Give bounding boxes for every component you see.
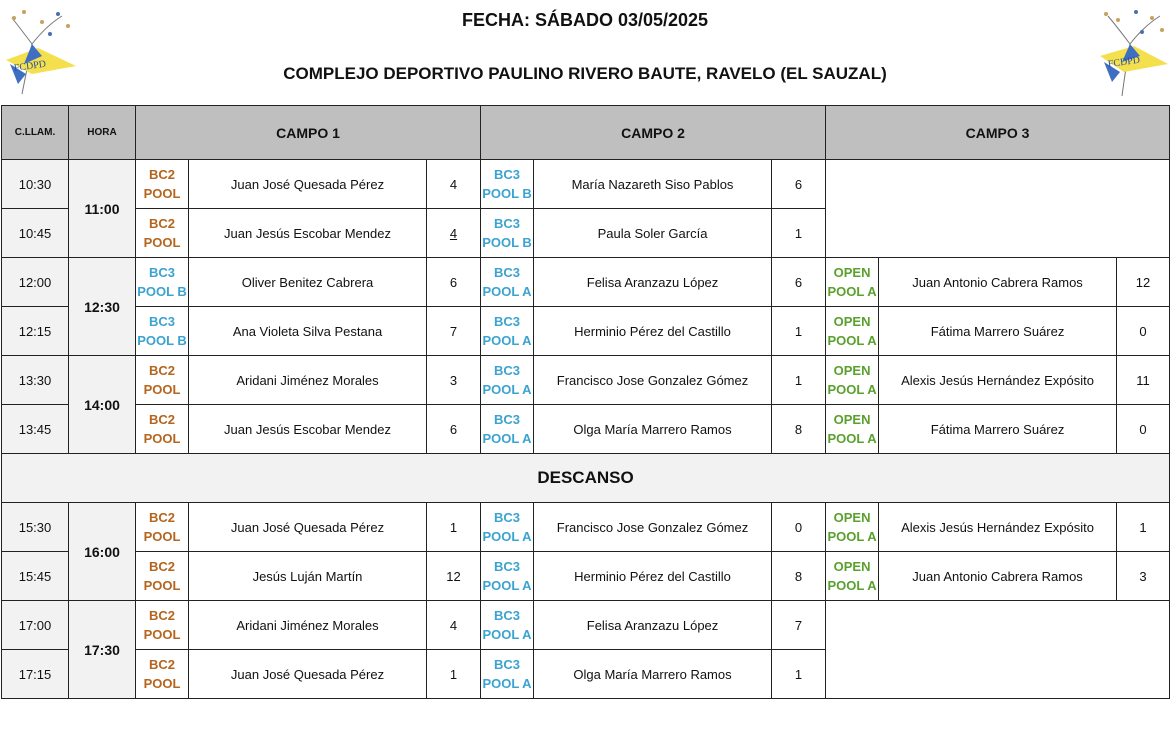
- player-name: Juan José Quesada Pérez: [189, 160, 427, 209]
- call-time: 17:00: [2, 601, 69, 650]
- table-row: [2, 258, 1170, 307]
- category-label: BC3 POOL B: [481, 209, 534, 258]
- player-name: Aridani Jiménez Morales: [189, 601, 427, 650]
- col-header-llam: C.LLAM.: [2, 106, 69, 160]
- score: 1: [772, 650, 826, 699]
- player-name: María Nazareth Siso Pablos: [534, 160, 772, 209]
- score: 8: [772, 552, 826, 601]
- player-name: Felisa Aranzazu López: [534, 601, 772, 650]
- player-name: Francisco Jose Gonzalez Gómez: [534, 503, 772, 552]
- table-row: [2, 405, 1170, 454]
- match-time: 17:30: [69, 601, 136, 699]
- category-label: OPEN POOL A: [826, 307, 879, 356]
- player-name: Herminio Pérez del Castillo: [534, 552, 772, 601]
- table-row: [2, 307, 1170, 356]
- call-time: 12:15: [2, 307, 69, 356]
- score: 1: [427, 650, 481, 699]
- table-header-row: [2, 106, 1170, 160]
- score: 1: [772, 356, 826, 405]
- call-time: 13:30: [2, 356, 69, 405]
- date-title: FECHA: SÁBADO 03/05/2025: [461, 10, 709, 30]
- category-label: OPEN POOL A: [826, 503, 879, 552]
- category-label: BC3 POOL A: [481, 307, 534, 356]
- call-time: 12:00: [2, 258, 69, 307]
- match-time: 16:00: [69, 503, 136, 601]
- score: 3: [1117, 552, 1170, 601]
- category-label: OPEN POOL A: [826, 356, 879, 405]
- score: 12: [1117, 258, 1170, 307]
- call-time: 10:30: [2, 160, 69, 209]
- schedule-table: [1, 105, 1170, 699]
- category-label: BC3 POOL B: [136, 307, 189, 356]
- table-row: [2, 552, 1170, 601]
- call-time: 17:15: [2, 650, 69, 699]
- score: 1: [772, 209, 826, 258]
- category-label: OPEN POOL A: [826, 552, 879, 601]
- category-label: BC2 POOL: [136, 160, 189, 209]
- score: 4: [427, 601, 481, 650]
- player-name: Paula Soler García: [534, 209, 772, 258]
- col-header-hora: HORA: [69, 106, 136, 160]
- match-time: 12:30: [69, 258, 136, 356]
- player-name: Herminio Pérez del Castillo: [534, 307, 772, 356]
- category-label: BC3 POOL A: [481, 356, 534, 405]
- score: 3: [427, 356, 481, 405]
- empty-campo3-cell: [826, 160, 1170, 258]
- player-name: Juan Antonio Cabrera Ramos: [879, 258, 1117, 307]
- table-row: [2, 160, 1170, 209]
- svg-text:FCDPD: FCDPD: [1107, 54, 1141, 71]
- player-name: Alexis Jesús Hernández Expósito: [879, 503, 1117, 552]
- player-name: Felisa Aranzazu López: [534, 258, 772, 307]
- player-name: Oliver Benitez Cabrera: [189, 258, 427, 307]
- player-name: Aridani Jiménez Morales: [189, 356, 427, 405]
- category-label: BC2 POOL: [136, 552, 189, 601]
- score: 1: [427, 503, 481, 552]
- table-row: [2, 503, 1170, 552]
- score: 11: [1117, 356, 1170, 405]
- table-row: [2, 601, 1170, 650]
- player-name: Juan José Quesada Pérez: [189, 650, 427, 699]
- call-time: 10:45: [2, 209, 69, 258]
- table-row: [2, 356, 1170, 405]
- player-name: Olga María Marrero Ramos: [534, 650, 772, 699]
- category-label: BC3 POOL B: [136, 258, 189, 307]
- score: 12: [427, 552, 481, 601]
- match-time: 11:00: [69, 160, 136, 258]
- col-header-campo3: CAMPO 3: [826, 106, 1170, 160]
- col-header-campo2: CAMPO 2: [481, 106, 826, 160]
- score: 4: [427, 209, 481, 258]
- score: 6: [427, 405, 481, 454]
- category-label: BC2 POOL: [136, 601, 189, 650]
- score: 0: [1117, 405, 1170, 454]
- category-label: BC2 POOL: [136, 356, 189, 405]
- score: 6: [772, 258, 826, 307]
- score: 8: [772, 405, 826, 454]
- break-label: DESCANSO: [2, 454, 1170, 503]
- player-name: Juan José Quesada Pérez: [189, 503, 427, 552]
- category-label: OPEN POOL A: [826, 405, 879, 454]
- score: 1: [1117, 503, 1170, 552]
- category-label: BC2 POOL: [136, 503, 189, 552]
- score: 6: [427, 258, 481, 307]
- col-header-campo1: CAMPO 1: [136, 106, 481, 160]
- category-label: BC3 POOL A: [481, 650, 534, 699]
- score: 1: [772, 307, 826, 356]
- category-label: BC3 POOL A: [481, 601, 534, 650]
- player-name: Olga María Marrero Ramos: [534, 405, 772, 454]
- player-name: Juan Antonio Cabrera Ramos: [879, 552, 1117, 601]
- player-name: Jesús Luján Martín: [189, 552, 427, 601]
- player-name: Alexis Jesús Hernández Expósito: [879, 356, 1117, 405]
- category-label: BC3 POOL A: [481, 552, 534, 601]
- player-name: Juan Jesús Escobar Mendez: [189, 209, 427, 258]
- player-name: Ana Violeta Silva Pestana: [189, 307, 427, 356]
- score: 7: [772, 601, 826, 650]
- venue-title: COMPLEJO DEPORTIVO PAULINO RIVERO BAUTE, RAVELO (EL SAUZAL): [283, 64, 887, 83]
- empty-campo3-cell: [826, 601, 1170, 699]
- score: 4: [427, 160, 481, 209]
- category-label: BC2 POOL: [136, 405, 189, 454]
- match-time: 14:00: [69, 356, 136, 454]
- call-time: 13:45: [2, 405, 69, 454]
- score: 7: [427, 307, 481, 356]
- category-label: BC2 POOL: [136, 650, 189, 699]
- break-row: [2, 454, 1170, 503]
- score: 0: [1117, 307, 1170, 356]
- score: 0: [772, 503, 826, 552]
- player-name: Francisco Jose Gonzalez Gómez: [534, 356, 772, 405]
- category-label: BC3 POOL A: [481, 405, 534, 454]
- call-time: 15:45: [2, 552, 69, 601]
- svg-text:FCDPD: FCDPD: [13, 58, 47, 75]
- category-label: BC3 POOL A: [481, 503, 534, 552]
- player-name: Juan Jesús Escobar Mendez: [189, 405, 427, 454]
- player-name: Fátima Marrero Suárez: [879, 405, 1117, 454]
- player-name: Fátima Marrero Suárez: [879, 307, 1117, 356]
- call-time: 15:30: [2, 503, 69, 552]
- category-label: BC2 POOL: [136, 209, 189, 258]
- category-label: OPEN POOL A: [826, 258, 879, 307]
- category-label: BC3 POOL B: [481, 160, 534, 209]
- score: 6: [772, 160, 826, 209]
- category-label: BC3 POOL A: [481, 258, 534, 307]
